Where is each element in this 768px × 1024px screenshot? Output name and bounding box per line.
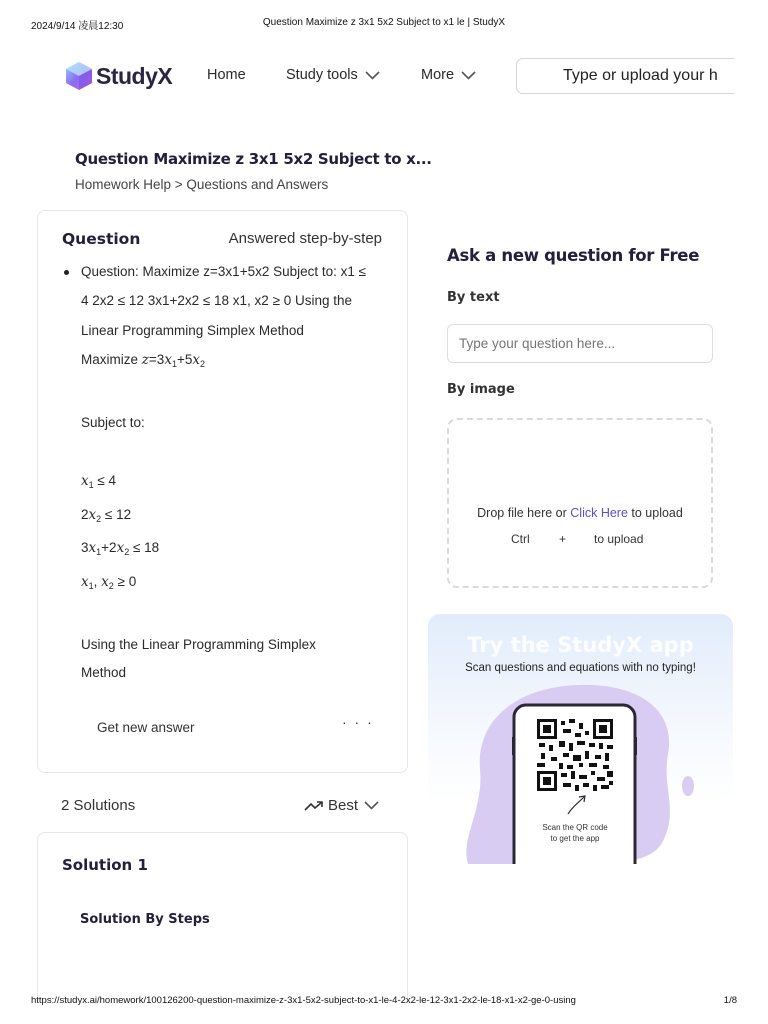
- constraint-line: $2x_2 \le 12$: [81, 507, 132, 524]
- image-drop-zone[interactable]: [447, 418, 713, 588]
- bullet-icon: [64, 270, 69, 275]
- chevron-down-icon: [365, 71, 380, 80]
- nav-home[interactable]: [207, 67, 246, 83]
- constraint-line: $x_1 \le 4$: [81, 473, 117, 490]
- logo-wordmark: StudyX: [96, 62, 173, 89]
- search-placeholder: Type or upload your h: [563, 67, 718, 84]
- app-promo-subtitle: Scan questions and equations with no typing!: [465, 662, 696, 674]
- drop-instructions: Drop file here or Click Here to upload: [477, 506, 683, 520]
- ask-question-title: Ask a new question for Free: [447, 246, 700, 265]
- print-header: [0, 17, 768, 31]
- scan-qr-caption: Scan the QR code to get the app: [542, 823, 608, 843]
- by-image-label: By image: [447, 382, 515, 397]
- maximize-line: Maximize $z=3x_1+5x_2$: [81, 352, 205, 369]
- question-text-input[interactable]: [447, 324, 713, 363]
- top-nav: [0, 56, 768, 96]
- solution-title: Solution 1: [62, 856, 148, 874]
- print-footer: [0, 995, 768, 1007]
- solutions-header: [61, 795, 383, 817]
- constraint-line: $3x_1+2x_2 \le 18$: [81, 540, 160, 557]
- nav-study-tools-label: Study tools: [286, 67, 358, 83]
- search-input[interactable]: [516, 58, 734, 94]
- print-date: 2024/9/14 凌晨12:30: [31, 21, 124, 32]
- question-line: Question: Maximize z=3x1+5x2 Subject to: x1 ≤: [81, 264, 367, 279]
- method-line: Using the Linear Programming Simplex: [81, 637, 316, 652]
- nav-home-label: Home: [207, 67, 246, 83]
- sort-label: Best: [327, 797, 358, 814]
- print-title: Question Maximize z 3x1 5x2 Subject to x1 le | StudyX: [262, 17, 506, 28]
- breadcrumb[interactable]: Homework Help > Questions and Answers: [75, 177, 329, 192]
- plus-label: +: [559, 532, 567, 546]
- app-promo-banner: [428, 614, 733, 864]
- click-here-link[interactable]: Click Here: [570, 506, 628, 520]
- answered-status: Answered step-by-step: [228, 230, 382, 247]
- page-title: Question Maximize z 3x1 5x2 Subject to x...: [75, 150, 432, 168]
- by-text-label: By text: [447, 290, 500, 305]
- print-page-number: 1/8: [723, 995, 737, 1006]
- get-new-answer-button[interactable]: Get new answer: [97, 720, 195, 735]
- nav-more-label: More: [421, 67, 455, 83]
- chevron-down-icon: [461, 71, 476, 80]
- solution-card: [37, 832, 408, 1002]
- trending-up-icon: [304, 800, 324, 811]
- studyx-logo-icon: [65, 61, 93, 91]
- question-line: Linear Programming Simplex Method: [81, 323, 304, 338]
- question-card: [37, 210, 408, 773]
- chevron-down-icon: [364, 801, 379, 810]
- ctrl-key-label: Ctrl: [511, 532, 530, 546]
- sort-dropdown[interactable]: [300, 797, 383, 814]
- question-line: 4 2x2 ≤ 12 3x1+2x2 ≤ 18 x1, x2 ≥ 0 Using the: [81, 293, 353, 308]
- studyx-logo[interactable]: [65, 60, 172, 92]
- more-options-icon[interactable]: · · ·: [342, 714, 374, 730]
- method-line: Method: [81, 665, 127, 680]
- question-label: Question: [62, 230, 141, 248]
- subject-to-label: Subject to:: [81, 415, 145, 430]
- print-url: https://studyx.ai/homework/100126200-question-maximize-z-3x1-5x2-subject-to-x1-le-4-2x2-le-12-3x1-2x2-le-18-x1-x2-ge-0-using: [31, 995, 576, 1006]
- nav-more[interactable]: [421, 67, 476, 83]
- qr-code-icon: [537, 719, 613, 791]
- solution-subtitle: Solution By Steps: [80, 912, 210, 927]
- app-promo-title: Try the StudyX app: [467, 633, 694, 657]
- nav-study-tools[interactable]: [286, 67, 380, 83]
- paste-upload-label: to upload: [594, 532, 644, 546]
- constraint-line: $x_1$, $x_2 \ge 0$: [81, 574, 137, 591]
- solutions-count: 2 Solutions: [61, 797, 136, 814]
